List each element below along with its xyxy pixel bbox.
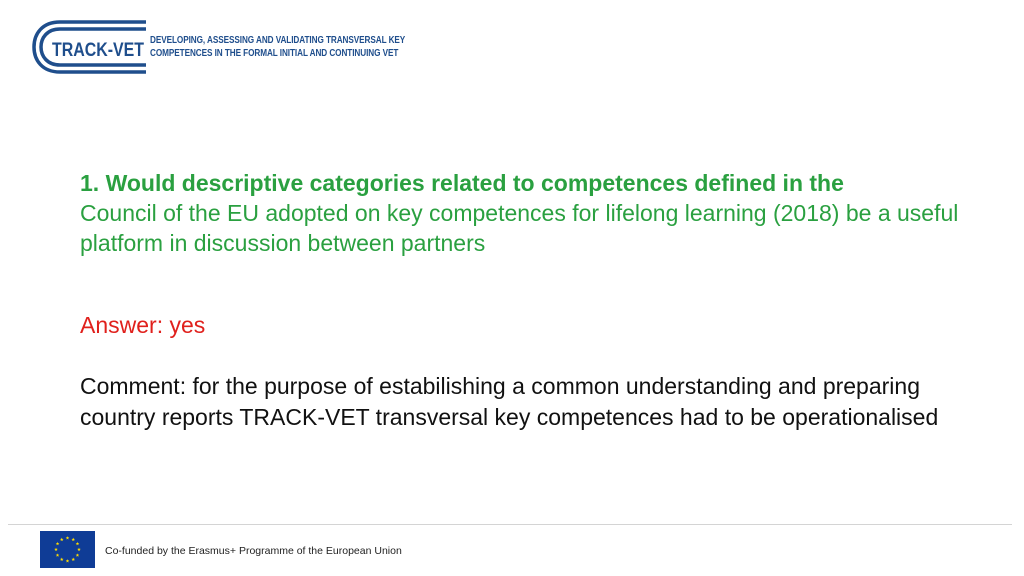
question-rest: Council of the EU adopted on key competences for lifelong learning (2018) be a useful platform in discussion between partners xyxy=(80,200,959,256)
track-vet-logo-icon xyxy=(30,18,148,76)
funding-statement: Co-funded by the Erasmus+ Programme of the European Union xyxy=(105,545,402,557)
comment-text: Comment: for the purpose of estabilishing a common understanding and preparing country reports TRACK-VET transversal key competences had to be operationalised xyxy=(80,373,939,430)
question-text xyxy=(80,168,960,258)
project-title xyxy=(150,34,405,59)
answer-text: Answer: yes xyxy=(80,312,206,338)
footer-divider xyxy=(8,524,1012,525)
project-title-line2: COMPETENCES IN THE FORMAL INITIAL AND CONTINUING VET xyxy=(150,46,399,59)
logo-text: TRACK-VET xyxy=(52,40,145,61)
project-title-line1: DEVELOPING, ASSESSING AND VALIDATING TRANSVERSAL KEY xyxy=(150,34,406,46)
eu-flag-icon xyxy=(40,531,95,568)
track-vet-logo xyxy=(30,18,450,78)
slide-content xyxy=(80,168,960,433)
question-lead: 1. Would descriptive categories related to competences defined in the xyxy=(80,170,844,196)
